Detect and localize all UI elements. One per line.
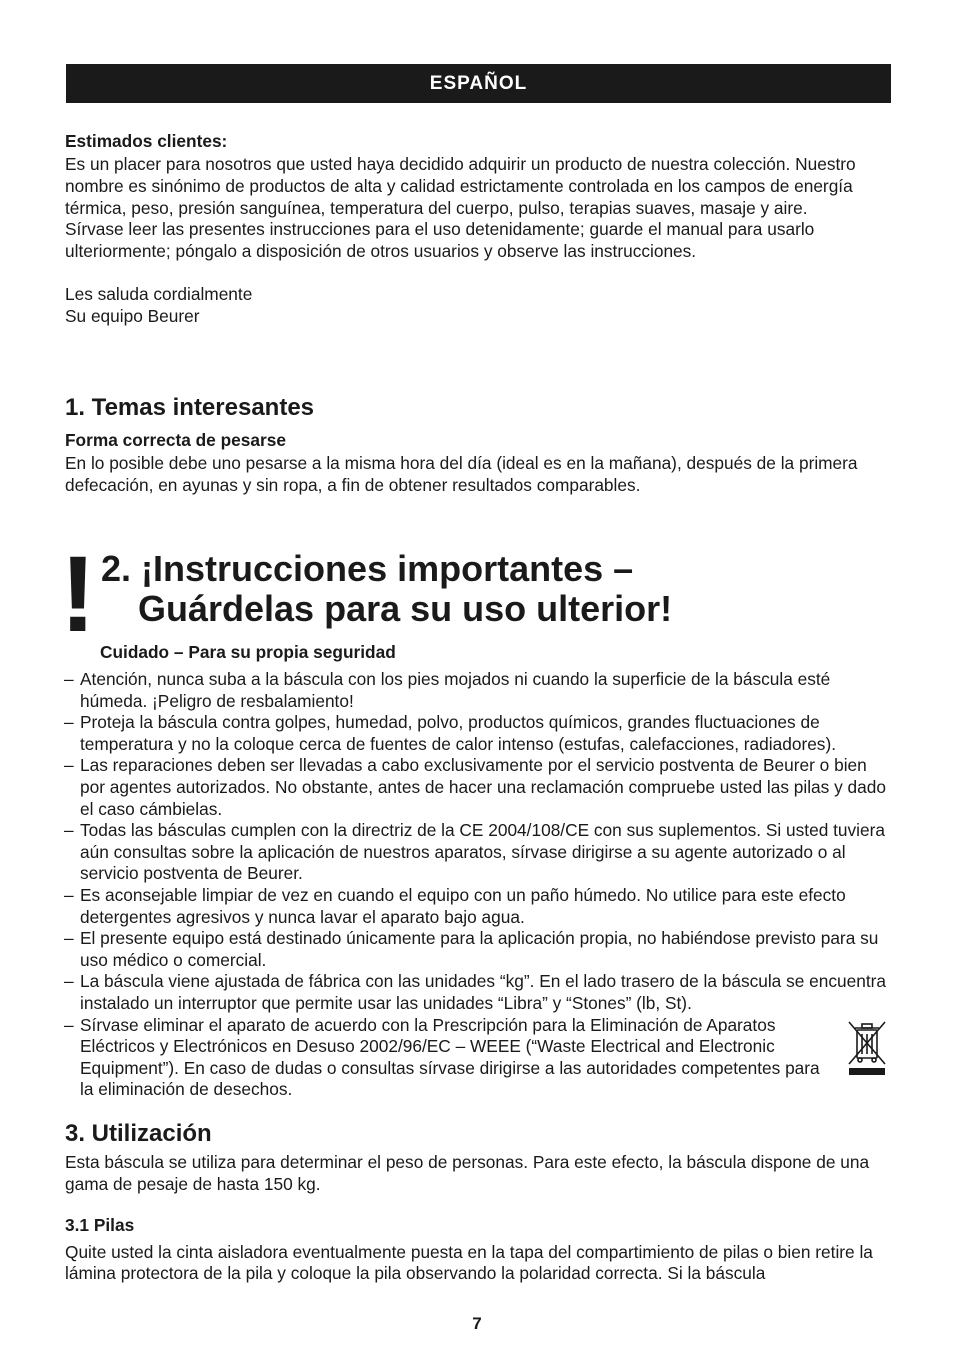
- safety-item: – El presente equipo está destinado únicamente para la aplicación propia, no habiéndose previsto para su uso médico o comercial.: [64, 928, 887, 971]
- safety-item: – Sírvase eliminar el aparato de acuerdo con la Prescripción para la Eliminación de Aparatos Eléctricos y Electrónicos en Desuso 2002/96/EC – WEEE (“Waste Electrical and Electronic Equipment”). En caso de dudas o consultas sírvase dirigirse a las autoridades competentes para la eliminación de desechos.: [64, 1015, 887, 1101]
- section-2-title-line-1: 2. ¡Instrucciones importantes –: [101, 548, 634, 589]
- safety-list: [64, 669, 887, 1101]
- safety-item: – Es aconsejable limpiar de vez en cuando el equipo con un paño húmedo. No utilice para este efecto detergentes agresivos y nunca lavar el aparato bajo agua.: [64, 885, 887, 928]
- section-3-text: Esta báscula se utiliza para determinar el peso de personas. Para este efecto, la báscula dispone de una gama de pesaje de hasta 150 kg.: [65, 1152, 870, 1194]
- safety-item: – Las reparaciones deben ser llevadas a cabo exclusivamente por el servicio postventa de Beurer o bien por agentes autorizados. No obstante, antes de hacer una reclamación compruebe usted las pilas y dado el caso cámbielas.: [64, 755, 887, 820]
- section-1: [65, 394, 891, 497]
- page-number: 7: [472, 1314, 482, 1333]
- safety-item: – Atención, nunca suba a la báscula con los pies mojados ni cuando la superficie de la báscula esté húmeda. ¡Peligro de resbalamiento!: [64, 669, 887, 712]
- warning-exclamation-icon: !: [60, 533, 96, 654]
- closing-line-1: Les saluda cordialmente: [65, 283, 253, 304]
- safety-item: – La báscula viene ajustada de fábrica con las unidades “kg”. En el lado trasero de la báscula se encuentra instalado un interruptor que permite usar las unidades “Libra” y “Stones” (lb, St).: [64, 971, 887, 1014]
- safety-item: – Todas las básculas cumplen con la directriz de la CE 2004/108/CE con sus suplementos. Si usted tuviera aún consultas sobre la aplicación de nuestros aparatos, sírvase dirigirse a su agente autorizado o al servicio postventa de Beurer.: [64, 820, 887, 885]
- section-1-subtitle: Forma correcta de pesarse: [65, 430, 286, 450]
- section-3: [65, 1120, 891, 1285]
- section-2-title: [101, 549, 672, 629]
- greeting: Estimados clientes:: [65, 131, 228, 151]
- intro-paragraph-1: Es un placer para nosotros que usted haya decidido adquirir un producto de nuestra colección. Nuestro nombre es sinónimo de productos de alta y calidad estrictamente controlada en los campos de energía térmica, peso, presión sanguínea, temperatura del cuerpo, pulso, terapias suaves, masaje y aire.: [65, 154, 856, 218]
- safety-list-wrap: [64, 669, 887, 1101]
- section-3-1-title: 3.1 Pilas: [65, 1214, 135, 1235]
- language-label: ESPAÑOL: [429, 72, 528, 94]
- intro-paragraph-2: Sírvase leer las presentes instrucciones para el uso detenidamente; guarde el manual para usarlo ulteriormente; póngalo a disposición de otros usuarios y observe las instrucciones.: [65, 219, 815, 262]
- section-2-subtitle: Cuidado – Para su propia seguridad: [100, 642, 396, 662]
- section-1-text: En lo posible debe uno pesarse a la misma hora del día (ideal es en la mañana), después de la primera defecación, en ayunas y sin ropa, a fin de obtener resultados comparables.: [65, 453, 858, 495]
- section-3-1-text: Quite usted la cinta aisladora eventualmente puesta en la tapa del compartimiento de pilas o bien retire la lámina protectora de la pila y coloque la pila observando la polaridad correcta. Si la báscula: [65, 1241, 873, 1284]
- section-3-title: 3. Utilización: [65, 1120, 212, 1147]
- safety-item: – Proteja la báscula contra golpes, humedad, polvo, productos químicos, grandes fluctuaciones de temperatura y no la coloque cerca de fuentes de calor intenso (estufas, calefacciones, radiadores).: [64, 712, 887, 755]
- language-header-bar: [66, 64, 891, 103]
- intro-section: [65, 130, 891, 328]
- closing-line-2: Su equipo Beurer: [65, 305, 200, 326]
- crossed-out-wheelie-bin-icon: [846, 1018, 888, 1076]
- section-2-subtitle-wrap: [100, 641, 890, 663]
- section-2-title-line-2: Guárdelas para su uso ulterior!: [138, 588, 673, 629]
- section-1-title: 1. Temas interesantes: [65, 394, 315, 421]
